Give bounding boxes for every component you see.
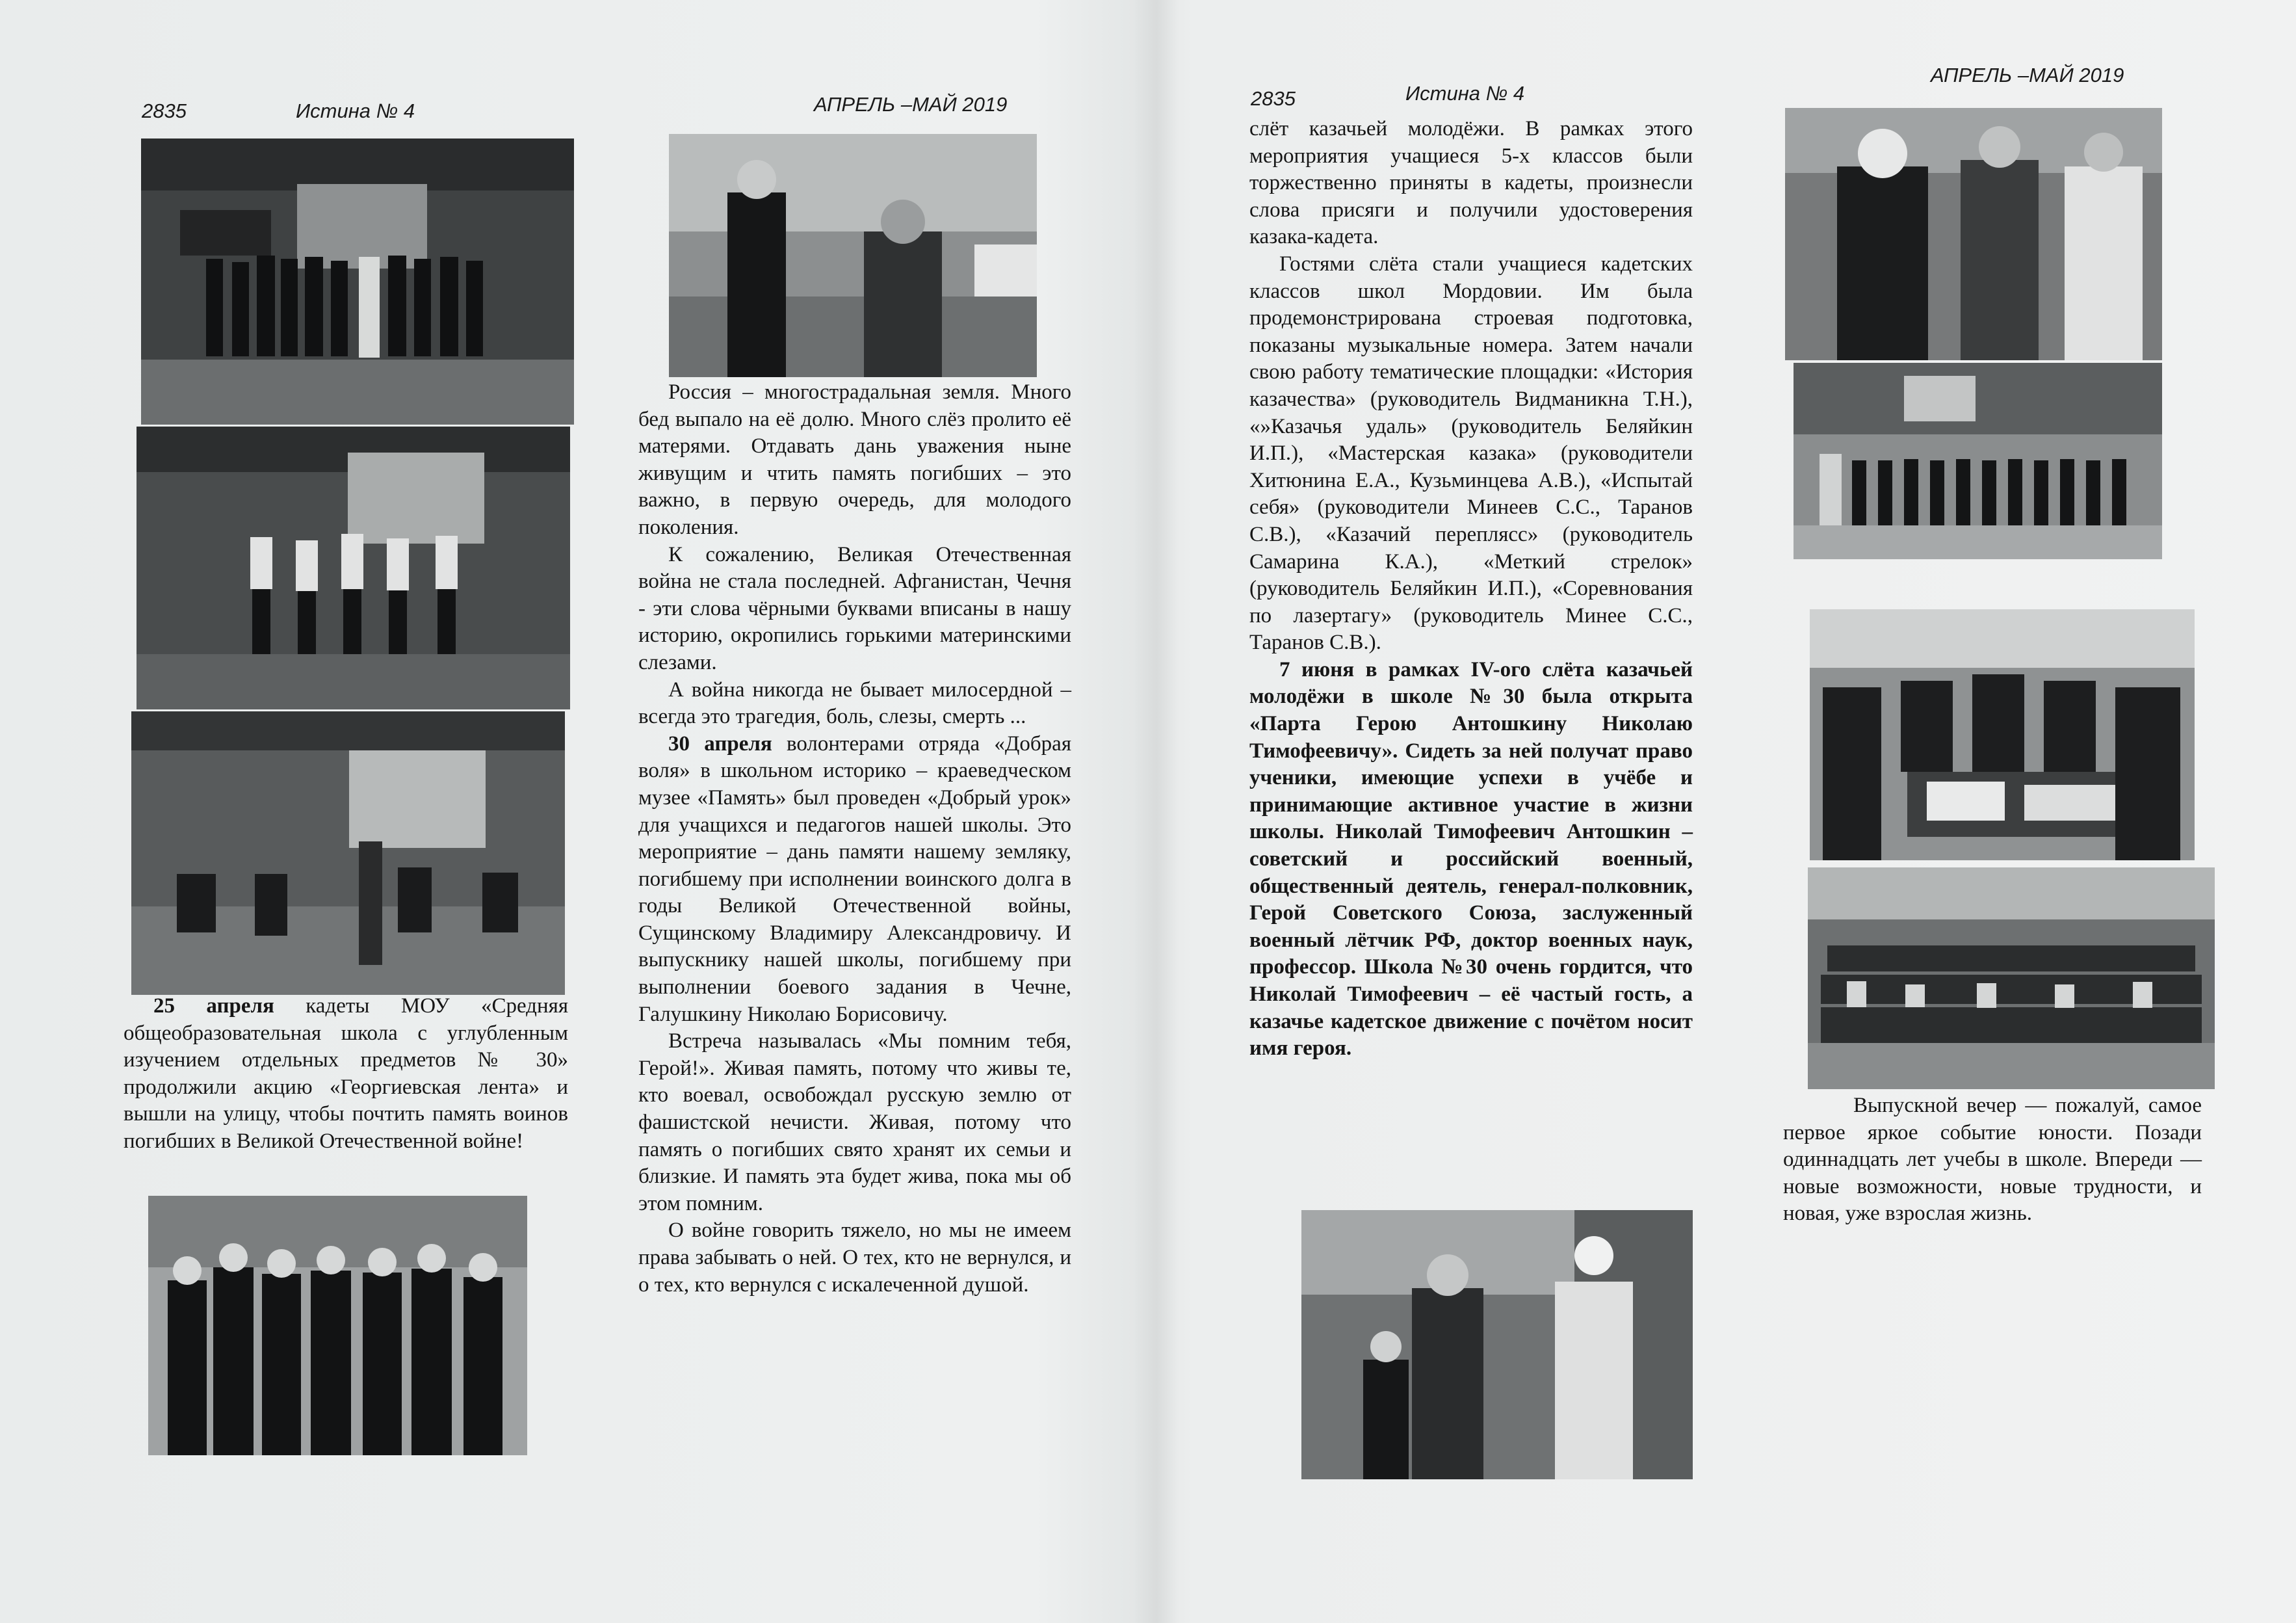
- right-issue-label: Истина № 4: [1405, 82, 1525, 105]
- left-page-number: 2835: [142, 99, 187, 122]
- russia-paragraph: Россия – многострадальная земля. Много бед выпало на её долю. Много слёз пролито её матерями. Отдавать дань уважения ныне живущим и чтить память погибших – это важно, в первую очередь, для молодого поколения.: [638, 380, 1071, 539]
- good-lesson-paragraph: [638, 731, 1071, 1029]
- column-2: [638, 379, 1071, 1299]
- paragraph-text: волонтерами отряда «Добрая воля» в школьном историко – краеведческом музее «Память» был проведен «Добрый урок» для учащихся и педагогов нашей школы. Это мероприятие – дань памяти нашему земляку, погибшему при исполнении воинского долга в годы Великой Отечественной войны, Сущинскому Владимиру Александровичу. И выпускнику нашей школы, погибшему при выполнении боевого задания в Чечне, Галушкину Николаю Борисовичу.: [638, 732, 1071, 1026]
- afghanistan-paragraph: К сожалению, Великая Отечественная война не стала последней. Афганистан, Чечня - эти слова чёрными буквами вписаны в нашу историю, окропились горькими материнскими слезами.: [638, 542, 1071, 674]
- column-1: [124, 993, 568, 1155]
- graduation-hall-photo: [1808, 867, 2215, 1089]
- graduation-caption: Выпускной вечер — пожалуй, самое первое яркое событие юности. Позади одиннадцать лет учебы в школе. Впереди — новые возможности, новые трудности, и новая, уже взрослая жизнь.: [1783, 1094, 2202, 1226]
- cadets-line-photo: [1794, 363, 2162, 559]
- closing-paragraph: О войне говорить тяжело, но мы не имеем права забывать о ней. О тех, кто не вернулся, и о тех, кто вернулся с искалеченной душой.: [638, 1219, 1071, 1297]
- paragraph-text: кадеты МОУ «Средняя общеобразовательная школа с углубленным изучением отдельных предметов № 30» продолжили акцию «Георгиевская лента» и вышли на улицу, чтобы почтить память воинов погибших в Великой Отечественной войне!: [124, 994, 568, 1153]
- column-3: [1249, 116, 1693, 1062]
- veteran-meeting-photo: [669, 134, 1037, 377]
- stage-concert-photo: [131, 711, 565, 995]
- right-page-number: 2835: [1251, 87, 1296, 110]
- girls-table-photo: [1810, 609, 2195, 860]
- stage-cadets-photo: [141, 139, 574, 425]
- left-date-label: АПРЕЛЬ –МАЙ 2019: [814, 93, 1008, 116]
- paragraph-date: 25 апреля: [153, 994, 274, 1018]
- column-4: [1783, 1092, 2202, 1228]
- meeting-paragraph: Встреча называлась «Мы помним тебя, Герой!». Живая память, потому что живы те, кто воевал, освобождал русскую землю от фашистской нечисти. Живая, потому что память о погибших свято хранят их семьи и близкие. И память эта будет жива, пока мы об этом помним.: [638, 1029, 1071, 1215]
- hero-desk-photo: [1301, 1210, 1693, 1479]
- war-paragraph: А война никогда не бывает милосердной – всегда это трагедия, боль, слезы, смерть ...: [638, 678, 1071, 729]
- guests-paragraph: Гостями слёта стали учащиеся кадетских классов школ Мордовии. Им была продемонстрирована строевая подготовка, показаны музыкальные номера. Затем начали свою работу тематические площадки: «История казачества» (руководитель Видманикна Т.Н.), «»Казачья удаль» (руководитель Беляйкин И.П.), «Мастерская казака» (руководители Хитюнина Е.А., Кузьминцева А.В.), «Испытай себя» (руководители Минеев С.С., Таранов С.В.), «Казачий переплясс» (руководитель Самарина К.А.), «Меткий стрелок» (руководитель Беляйкин И.П.), «Соревнования по лазертагу» (руководитель Минее С.С., Таранов С.В.).: [1249, 252, 1693, 655]
- stage-students-photo: [137, 427, 570, 709]
- street-cadets-photo: [148, 1196, 527, 1455]
- hero-desk-paragraph: 7 июня в рамках IV-ого слёта казачьей молодёжи в школе №30 была открыта «Парта Герою Антошкину Николаю Тимофеевичу». Сидеть за ней получат право ученики, имеющие успехи в учёбе и принимающие активное участие в жизни школы. Николай Тимофеевич Антошкин – советский и российский военный, общественный деятель, генерал-полковник, Герой Советского Союза, заслуженный военный лётчик РФ, доктор военных наук, профессор. Школа №30 очень гордится, что Николай Тимофеевич – её частый гость, а казачье кадетское движение с почётом носит имя героя.: [1249, 657, 1693, 1061]
- clergy-award-photo: [1785, 108, 2162, 360]
- rally-continued-paragraph: слёт казачьей молодёжи. В рамках этого мероприятия учащиеся 5-х классов были торжественно приняты в кадеты, произнесли слова присяги и получили удостоверения казака-кадета.: [1249, 117, 1693, 249]
- cadets-action-paragraph: [124, 993, 568, 1155]
- left-issue-label: Истина № 4: [296, 99, 415, 122]
- paragraph-date: 30 апреля: [668, 732, 772, 756]
- right-date-label: АПРЕЛЬ –МАЙ 2019: [1931, 64, 2124, 86]
- page-fold: [1134, 0, 1179, 1623]
